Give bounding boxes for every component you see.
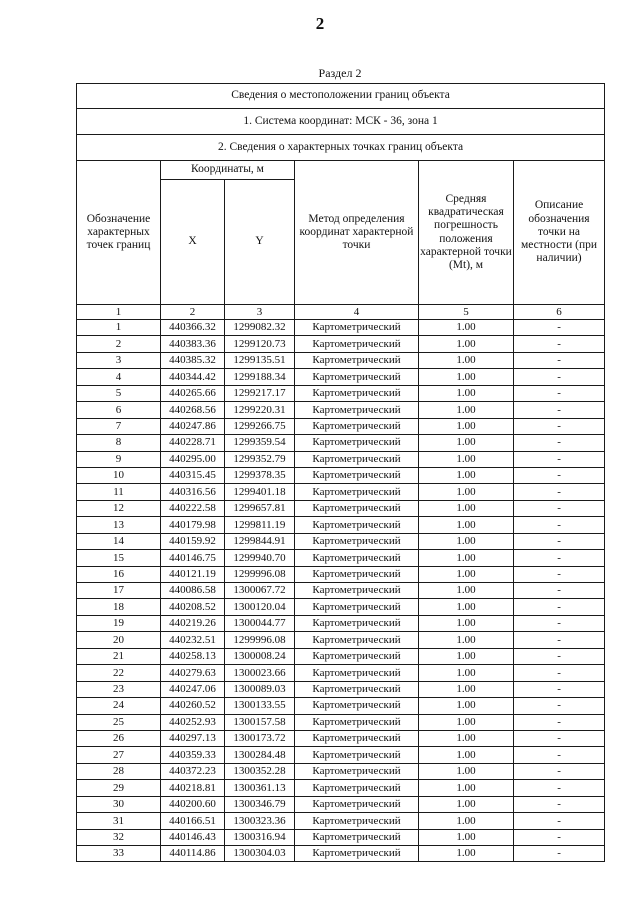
point-number: 4 [77, 369, 161, 385]
coord-x: 440252.93 [161, 714, 225, 730]
table-row [77, 566, 605, 582]
point-number: 33 [77, 846, 161, 862]
table-row [77, 796, 605, 812]
page-number: 2 [315, 14, 325, 33]
description-cell: - [514, 385, 605, 401]
method-cell: Картометрический [295, 467, 419, 483]
method-cell: Картометрический [295, 451, 419, 467]
coord-y: 1300008.24 [225, 648, 295, 664]
coord-y: 1299378.35 [225, 467, 295, 483]
description-cell: - [514, 402, 605, 418]
table-row [77, 533, 605, 549]
description-cell: - [514, 418, 605, 434]
method-cell: Картометрический [295, 681, 419, 697]
point-number: 17 [77, 583, 161, 599]
coord-x: 440383.36 [161, 336, 225, 352]
table-row [77, 418, 605, 434]
coord-y: 1299996.08 [225, 632, 295, 648]
point-number: 9 [77, 451, 161, 467]
description-cell: - [514, 632, 605, 648]
table-row [77, 352, 605, 368]
error-cell: 1.00 [419, 813, 514, 829]
coord-y: 1299266.75 [225, 418, 295, 434]
error-cell: 1.00 [419, 352, 514, 368]
coord-y: 1299352.79 [225, 451, 295, 467]
error-cell: 1.00 [419, 632, 514, 648]
point-number: 7 [77, 418, 161, 434]
error-cell: 1.00 [419, 599, 514, 615]
coord-y: 1300346.79 [225, 796, 295, 812]
method-cell: Картометрический [295, 730, 419, 746]
coord-y: 1300304.03 [225, 846, 295, 862]
coord-x: 440208.52 [161, 599, 225, 615]
point-number: 32 [77, 829, 161, 845]
coord-x: 440228.71 [161, 435, 225, 451]
method-cell: Картометрический [295, 533, 419, 549]
point-number: 3 [77, 352, 161, 368]
column-number: 6 [514, 305, 605, 320]
description-cell: - [514, 730, 605, 746]
coord-x: 440279.63 [161, 665, 225, 681]
header-y: Y [225, 180, 295, 305]
coord-y: 1299996.08 [225, 566, 295, 582]
column-number: 3 [225, 305, 295, 320]
column-number: 1 [77, 305, 161, 320]
header-coordinates: Координаты, м [161, 161, 295, 180]
method-cell: Картометрический [295, 320, 419, 336]
description-cell: - [514, 369, 605, 385]
coord-y: 1299401.18 [225, 484, 295, 500]
error-cell: 1.00 [419, 566, 514, 582]
description-cell: - [514, 352, 605, 368]
table-row [77, 665, 605, 681]
error-cell: 1.00 [419, 336, 514, 352]
coord-x: 440146.75 [161, 550, 225, 566]
coord-y: 1300067.72 [225, 583, 295, 599]
error-cell: 1.00 [419, 484, 514, 500]
description-cell: - [514, 435, 605, 451]
description-cell: - [514, 320, 605, 336]
coord-x: 440295.00 [161, 451, 225, 467]
characteristic-points-title: 2. Сведения о характерных точках границ объекта [77, 135, 605, 161]
description-cell: - [514, 550, 605, 566]
method-cell: Картометрический [295, 615, 419, 631]
method-cell: Картометрический [295, 665, 419, 681]
table-row [77, 648, 605, 664]
table-row [77, 730, 605, 746]
error-cell: 1.00 [419, 369, 514, 385]
coord-y: 1300089.03 [225, 681, 295, 697]
coord-y: 1300323.36 [225, 813, 295, 829]
error-cell: 1.00 [419, 796, 514, 812]
description-cell: - [514, 714, 605, 730]
method-cell: Картометрический [295, 385, 419, 401]
coord-y: 1299940.70 [225, 550, 295, 566]
point-number: 19 [77, 615, 161, 631]
table-row [77, 599, 605, 615]
point-number: 16 [77, 566, 161, 582]
description-cell: - [514, 500, 605, 516]
table-row [77, 500, 605, 516]
coord-x: 440344.42 [161, 369, 225, 385]
coord-x: 440086.58 [161, 583, 225, 599]
method-cell: Картометрический [295, 813, 419, 829]
method-cell: Картометрический [295, 500, 419, 516]
table-title: Сведения о местоположении границ объекта [77, 84, 605, 109]
coord-x: 440268.56 [161, 402, 225, 418]
table-row [77, 714, 605, 730]
coord-x: 440247.06 [161, 681, 225, 697]
method-cell: Картометрический [295, 648, 419, 664]
coord-x: 440366.32 [161, 320, 225, 336]
table-row [77, 320, 605, 336]
table-row [77, 763, 605, 779]
table-row [77, 550, 605, 566]
error-cell: 1.00 [419, 681, 514, 697]
point-number: 25 [77, 714, 161, 730]
coord-x: 440121.19 [161, 566, 225, 582]
method-cell: Картометрический [295, 714, 419, 730]
table-row [77, 336, 605, 352]
description-cell: - [514, 813, 605, 829]
error-cell: 1.00 [419, 583, 514, 599]
point-number: 27 [77, 747, 161, 763]
coord-y: 1300173.72 [225, 730, 295, 746]
coord-x: 440265.66 [161, 385, 225, 401]
table-row [77, 813, 605, 829]
coord-x: 440114.86 [161, 846, 225, 862]
coord-y: 1300044.77 [225, 615, 295, 631]
point-number: 21 [77, 648, 161, 664]
method-cell: Картометрический [295, 796, 419, 812]
method-cell: Картометрический [295, 632, 419, 648]
error-cell: 1.00 [419, 780, 514, 796]
column-numbers-row [77, 305, 605, 320]
point-number: 29 [77, 780, 161, 796]
point-number: 20 [77, 632, 161, 648]
table-row [77, 681, 605, 697]
method-cell: Картометрический [295, 583, 419, 599]
coord-y: 1300352.28 [225, 763, 295, 779]
method-cell: Картометрический [295, 369, 419, 385]
point-number: 18 [77, 599, 161, 615]
description-cell: - [514, 665, 605, 681]
method-cell: Картометрический [295, 566, 419, 582]
error-cell: 1.00 [419, 747, 514, 763]
table-row [77, 829, 605, 845]
description-cell: - [514, 484, 605, 500]
column-number: 5 [419, 305, 514, 320]
error-cell: 1.00 [419, 402, 514, 418]
header-error: Средняя квадратическая погрешность положения характерной точки (Mt), м [419, 161, 514, 305]
method-cell: Картометрический [295, 780, 419, 796]
method-cell: Картометрический [295, 402, 419, 418]
method-cell: Картометрический [295, 352, 419, 368]
point-number: 11 [77, 484, 161, 500]
coord-x: 440166.51 [161, 813, 225, 829]
table-row [77, 846, 605, 862]
description-cell: - [514, 796, 605, 812]
coord-y: 1299657.81 [225, 500, 295, 516]
coord-x: 440200.60 [161, 796, 225, 812]
error-cell: 1.00 [419, 451, 514, 467]
description-cell: - [514, 583, 605, 599]
coord-x: 440222.58 [161, 500, 225, 516]
description-cell: - [514, 829, 605, 845]
error-cell: 1.00 [419, 846, 514, 862]
description-cell: - [514, 780, 605, 796]
error-cell: 1.00 [419, 829, 514, 845]
error-cell: 1.00 [419, 320, 514, 336]
method-cell: Картометрический [295, 747, 419, 763]
table-row [77, 435, 605, 451]
coord-x: 440315.45 [161, 467, 225, 483]
description-cell: - [514, 763, 605, 779]
coord-x: 440372.23 [161, 763, 225, 779]
coord-y: 1299217.17 [225, 385, 295, 401]
point-number: 6 [77, 402, 161, 418]
error-cell: 1.00 [419, 763, 514, 779]
description-cell: - [514, 681, 605, 697]
coord-y: 1299359.54 [225, 435, 295, 451]
error-cell: 1.00 [419, 665, 514, 681]
point-number: 10 [77, 467, 161, 483]
table-row [77, 698, 605, 714]
table-row [77, 583, 605, 599]
point-number: 1 [77, 320, 161, 336]
description-cell: - [514, 467, 605, 483]
error-cell: 1.00 [419, 385, 514, 401]
coord-y: 1299120.73 [225, 336, 295, 352]
coord-x: 440260.52 [161, 698, 225, 714]
table-row [77, 780, 605, 796]
coord-x: 440218.81 [161, 780, 225, 796]
description-cell: - [514, 698, 605, 714]
description-cell: - [514, 599, 605, 615]
point-number: 31 [77, 813, 161, 829]
method-cell: Картометрический [295, 763, 419, 779]
header-x: X [161, 180, 225, 305]
table-row [77, 451, 605, 467]
table-row [77, 517, 605, 533]
header-designation: Обозначение характерных точек границ [77, 161, 161, 305]
point-number: 12 [77, 500, 161, 516]
error-cell: 1.00 [419, 500, 514, 516]
description-cell: - [514, 517, 605, 533]
column-number: 4 [295, 305, 419, 320]
error-cell: 1.00 [419, 435, 514, 451]
method-cell: Картометрический [295, 829, 419, 845]
coord-x: 440385.32 [161, 352, 225, 368]
error-cell: 1.00 [419, 615, 514, 631]
error-cell: 1.00 [419, 730, 514, 746]
coord-y: 1300120.04 [225, 599, 295, 615]
coord-x: 440359.33 [161, 747, 225, 763]
table-row [77, 484, 605, 500]
description-cell: - [514, 533, 605, 549]
method-cell: Картометрический [295, 550, 419, 566]
coord-y: 1299844.91 [225, 533, 295, 549]
error-cell: 1.00 [419, 467, 514, 483]
error-cell: 1.00 [419, 418, 514, 434]
coord-y: 1299188.34 [225, 369, 295, 385]
coord-y: 1300133.55 [225, 698, 295, 714]
coord-y: 1300361.13 [225, 780, 295, 796]
coord-y: 1299082.32 [225, 320, 295, 336]
coord-x: 440297.13 [161, 730, 225, 746]
table-row [77, 385, 605, 401]
coord-x: 440179.98 [161, 517, 225, 533]
point-number: 13 [77, 517, 161, 533]
table-row [77, 467, 605, 483]
error-cell: 1.00 [419, 517, 514, 533]
method-cell: Картометрический [295, 698, 419, 714]
description-cell: - [514, 846, 605, 862]
point-number: 24 [77, 698, 161, 714]
coord-y: 1299135.51 [225, 352, 295, 368]
coord-x: 440247.86 [161, 418, 225, 434]
header-method: Метод определения координат характерной точки [295, 161, 419, 305]
coordinate-system: 1. Система координат: МСК - 36, зона 1 [77, 109, 605, 135]
description-cell: - [514, 336, 605, 352]
description-cell: - [514, 451, 605, 467]
point-number: 30 [77, 796, 161, 812]
method-cell: Картометрический [295, 517, 419, 533]
point-number: 2 [77, 336, 161, 352]
table-row [77, 747, 605, 763]
method-cell: Картометрический [295, 336, 419, 352]
coord-x: 440219.26 [161, 615, 225, 631]
column-number: 2 [161, 305, 225, 320]
method-cell: Картометрический [295, 418, 419, 434]
coord-y: 1300023.66 [225, 665, 295, 681]
table-row [77, 632, 605, 648]
method-cell: Картометрический [295, 846, 419, 862]
error-cell: 1.00 [419, 698, 514, 714]
error-cell: 1.00 [419, 648, 514, 664]
section-label: Раздел 2 [318, 66, 362, 80]
coord-y: 1300316.94 [225, 829, 295, 845]
point-number: 15 [77, 550, 161, 566]
method-cell: Картометрический [295, 599, 419, 615]
coord-x: 440232.51 [161, 632, 225, 648]
coord-y: 1300284.48 [225, 747, 295, 763]
description-cell: - [514, 615, 605, 631]
table-row [77, 402, 605, 418]
point-number: 5 [77, 385, 161, 401]
point-number: 23 [77, 681, 161, 697]
description-cell: - [514, 648, 605, 664]
error-cell: 1.00 [419, 714, 514, 730]
coord-y: 1299220.31 [225, 402, 295, 418]
table-row [77, 615, 605, 631]
method-cell: Картометрический [295, 435, 419, 451]
point-number: 22 [77, 665, 161, 681]
error-cell: 1.00 [419, 550, 514, 566]
point-number: 14 [77, 533, 161, 549]
coord-x: 440258.13 [161, 648, 225, 664]
description-cell: - [514, 747, 605, 763]
description-cell: - [514, 566, 605, 582]
error-cell: 1.00 [419, 533, 514, 549]
method-cell: Картометрический [295, 484, 419, 500]
coord-x: 440159.92 [161, 533, 225, 549]
coord-y: 1299811.19 [225, 517, 295, 533]
coord-x: 440146.43 [161, 829, 225, 845]
header-description: Описание обозначения точки на местности (при наличии) [514, 161, 605, 305]
point-number: 8 [77, 435, 161, 451]
point-number: 26 [77, 730, 161, 746]
point-number: 28 [77, 763, 161, 779]
boundary-points-table [76, 83, 605, 862]
coord-x: 440316.56 [161, 484, 225, 500]
coord-y: 1300157.58 [225, 714, 295, 730]
table-row [77, 369, 605, 385]
